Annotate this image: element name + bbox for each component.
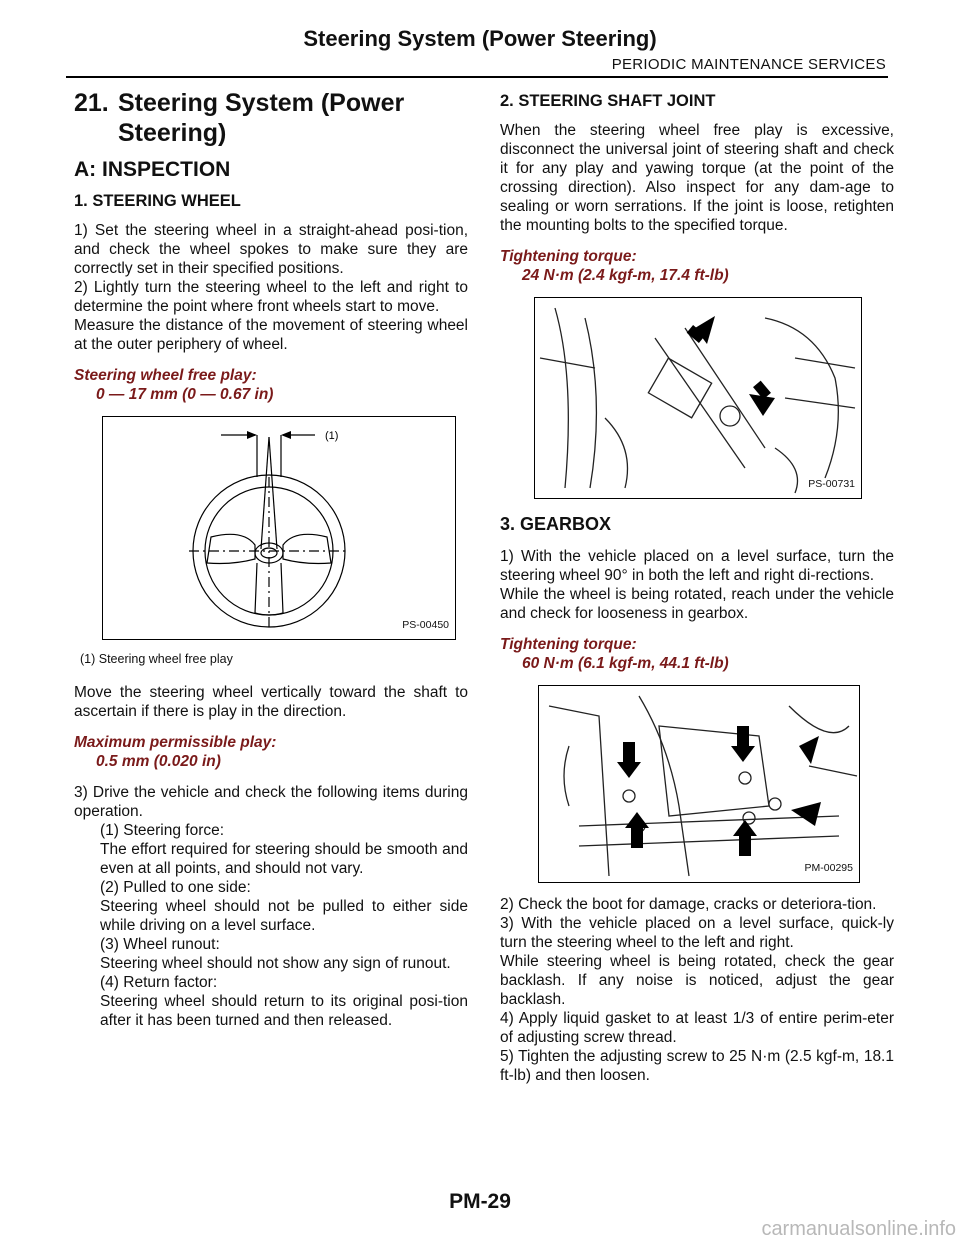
paragraph: 3) Drive the vehicle and check the following items during operation.: [74, 784, 468, 820]
list-item: (2) Pulled to one side:: [100, 879, 251, 896]
left-column: [74, 88, 468, 1030]
paragraph: 4) Apply liquid gasket to at least 1/3 of entire perim-eter of adjusting screw thread.: [500, 1010, 894, 1046]
figure-caption: (1) Steering wheel free play: [80, 652, 233, 666]
list-item: The effort required for steering should be smooth and even at all points, and should not vary.: [100, 841, 468, 877]
figure-code: PM-00295: [804, 862, 853, 874]
section-heading: [74, 88, 468, 148]
shaft-joint-figure: [534, 297, 862, 499]
gearbox-photo: [539, 686, 859, 882]
section-label: PERIODIC MAINTENANCE SERVICES: [611, 56, 886, 73]
paragraph: While steering wheel is being rotated, check the gear backlash. If any noise is noticed, adjust the gear backlash.: [500, 953, 894, 1008]
paragraph: 5) Tighten the adjusting screw to 25 N·m (2.5 kgf-m, 18.1 ft-lb) and then loosen.: [500, 1048, 894, 1084]
section-number: 21.: [74, 89, 109, 117]
spec-torque-gearbox: Tightening torque: 60 N·m (6.1 kgf-m, 44.1 ft-lb): [500, 636, 729, 672]
paragraph: 2) Check the boot for damage, cracks or deteriora-tion.: [500, 896, 877, 913]
spec-torque-joint: Tightening torque: 24 N·m (2.4 kgf-m, 17.4 ft-lb): [500, 248, 729, 284]
paragraph: 1) With the vehicle placed on a level surface, turn the steering wheel 90° in both the left and right di-rections.: [500, 548, 894, 584]
paragraph: 1) Set the steering wheel in a straight-ahead posi-tion, and check the wheel spokes to make sure they are correctly set in their specified positions.: [74, 222, 468, 277]
fig-callout: (1): [325, 430, 339, 442]
page-title: Steering System (Power Steering): [303, 26, 657, 51]
gearbox-heading: 3. GEARBOX: [500, 514, 612, 534]
paragraph: When the steering wheel free play is excessive, disconnect the universal joint of steering shaft and check it for any play and yawing torque (at the point of the crossing direction). Also inspect for any dam-age to sealing or worn serrations. If the joint is loose, retighten the mounting bolts to the specified torque.: [500, 122, 894, 234]
shaft-joint-photo: [535, 298, 861, 498]
subsection-heading: A: INSPECTION: [74, 158, 231, 181]
list-item: Steering wheel should not show any sign of runout.: [100, 955, 451, 972]
list-item: Steering wheel should return to its original posi-tion after it has been turned and then released.: [100, 993, 468, 1029]
header-rule: [66, 76, 888, 78]
paragraph: Move the steering wheel vertically toward the shaft to ascertain if there is play in the direction.: [74, 684, 468, 720]
steering-wheel-diagram: [103, 417, 455, 639]
list-item: (3) Wheel runout:: [100, 936, 220, 953]
watermark-text: carmanualsonline.info: [761, 1218, 956, 1240]
paragraph: 2) Lightly turn the steering wheel to the left and right to determine the point where front wheels start to move.: [74, 279, 468, 315]
figure-code: PS-00731: [808, 478, 855, 490]
list-item: (4) Return factor:: [100, 974, 218, 991]
paragraph: Measure the distance of the movement of steering wheel at the outer periphery of wheel.: [74, 317, 468, 353]
spec-max-play: Maximum permissible play: 0.5 mm (0.020 in): [74, 734, 277, 770]
right-column: [500, 88, 894, 1085]
paragraph: While the wheel is being rotated, reach under the vehicle and check for looseness in gearbox.: [500, 586, 894, 622]
figure-code: PS-00450: [402, 619, 449, 631]
steering-wheel-heading: 1. STEERING WHEEL: [74, 192, 241, 210]
list-item: (1) Steering force:: [100, 822, 225, 839]
list-item: Steering wheel should not be pulled to either side while driving on a level surface.: [100, 898, 468, 934]
page-number: PM-29: [449, 1190, 511, 1213]
spec-free-play: Steering wheel free play: 0 — 17 mm (0 — 0.67 in): [74, 367, 274, 403]
section-heading-line2: Steering): [118, 119, 227, 147]
section-heading-line1: Steering System (Power: [118, 89, 405, 117]
steering-wheel-figure: [102, 416, 456, 640]
shaft-joint-heading: 2. STEERING SHAFT JOINT: [500, 92, 716, 110]
paragraph: 3) With the vehicle placed on a level surface, quick-ly turn the steering wheel to the left and right.: [500, 915, 894, 951]
gearbox-figure: [538, 685, 860, 883]
